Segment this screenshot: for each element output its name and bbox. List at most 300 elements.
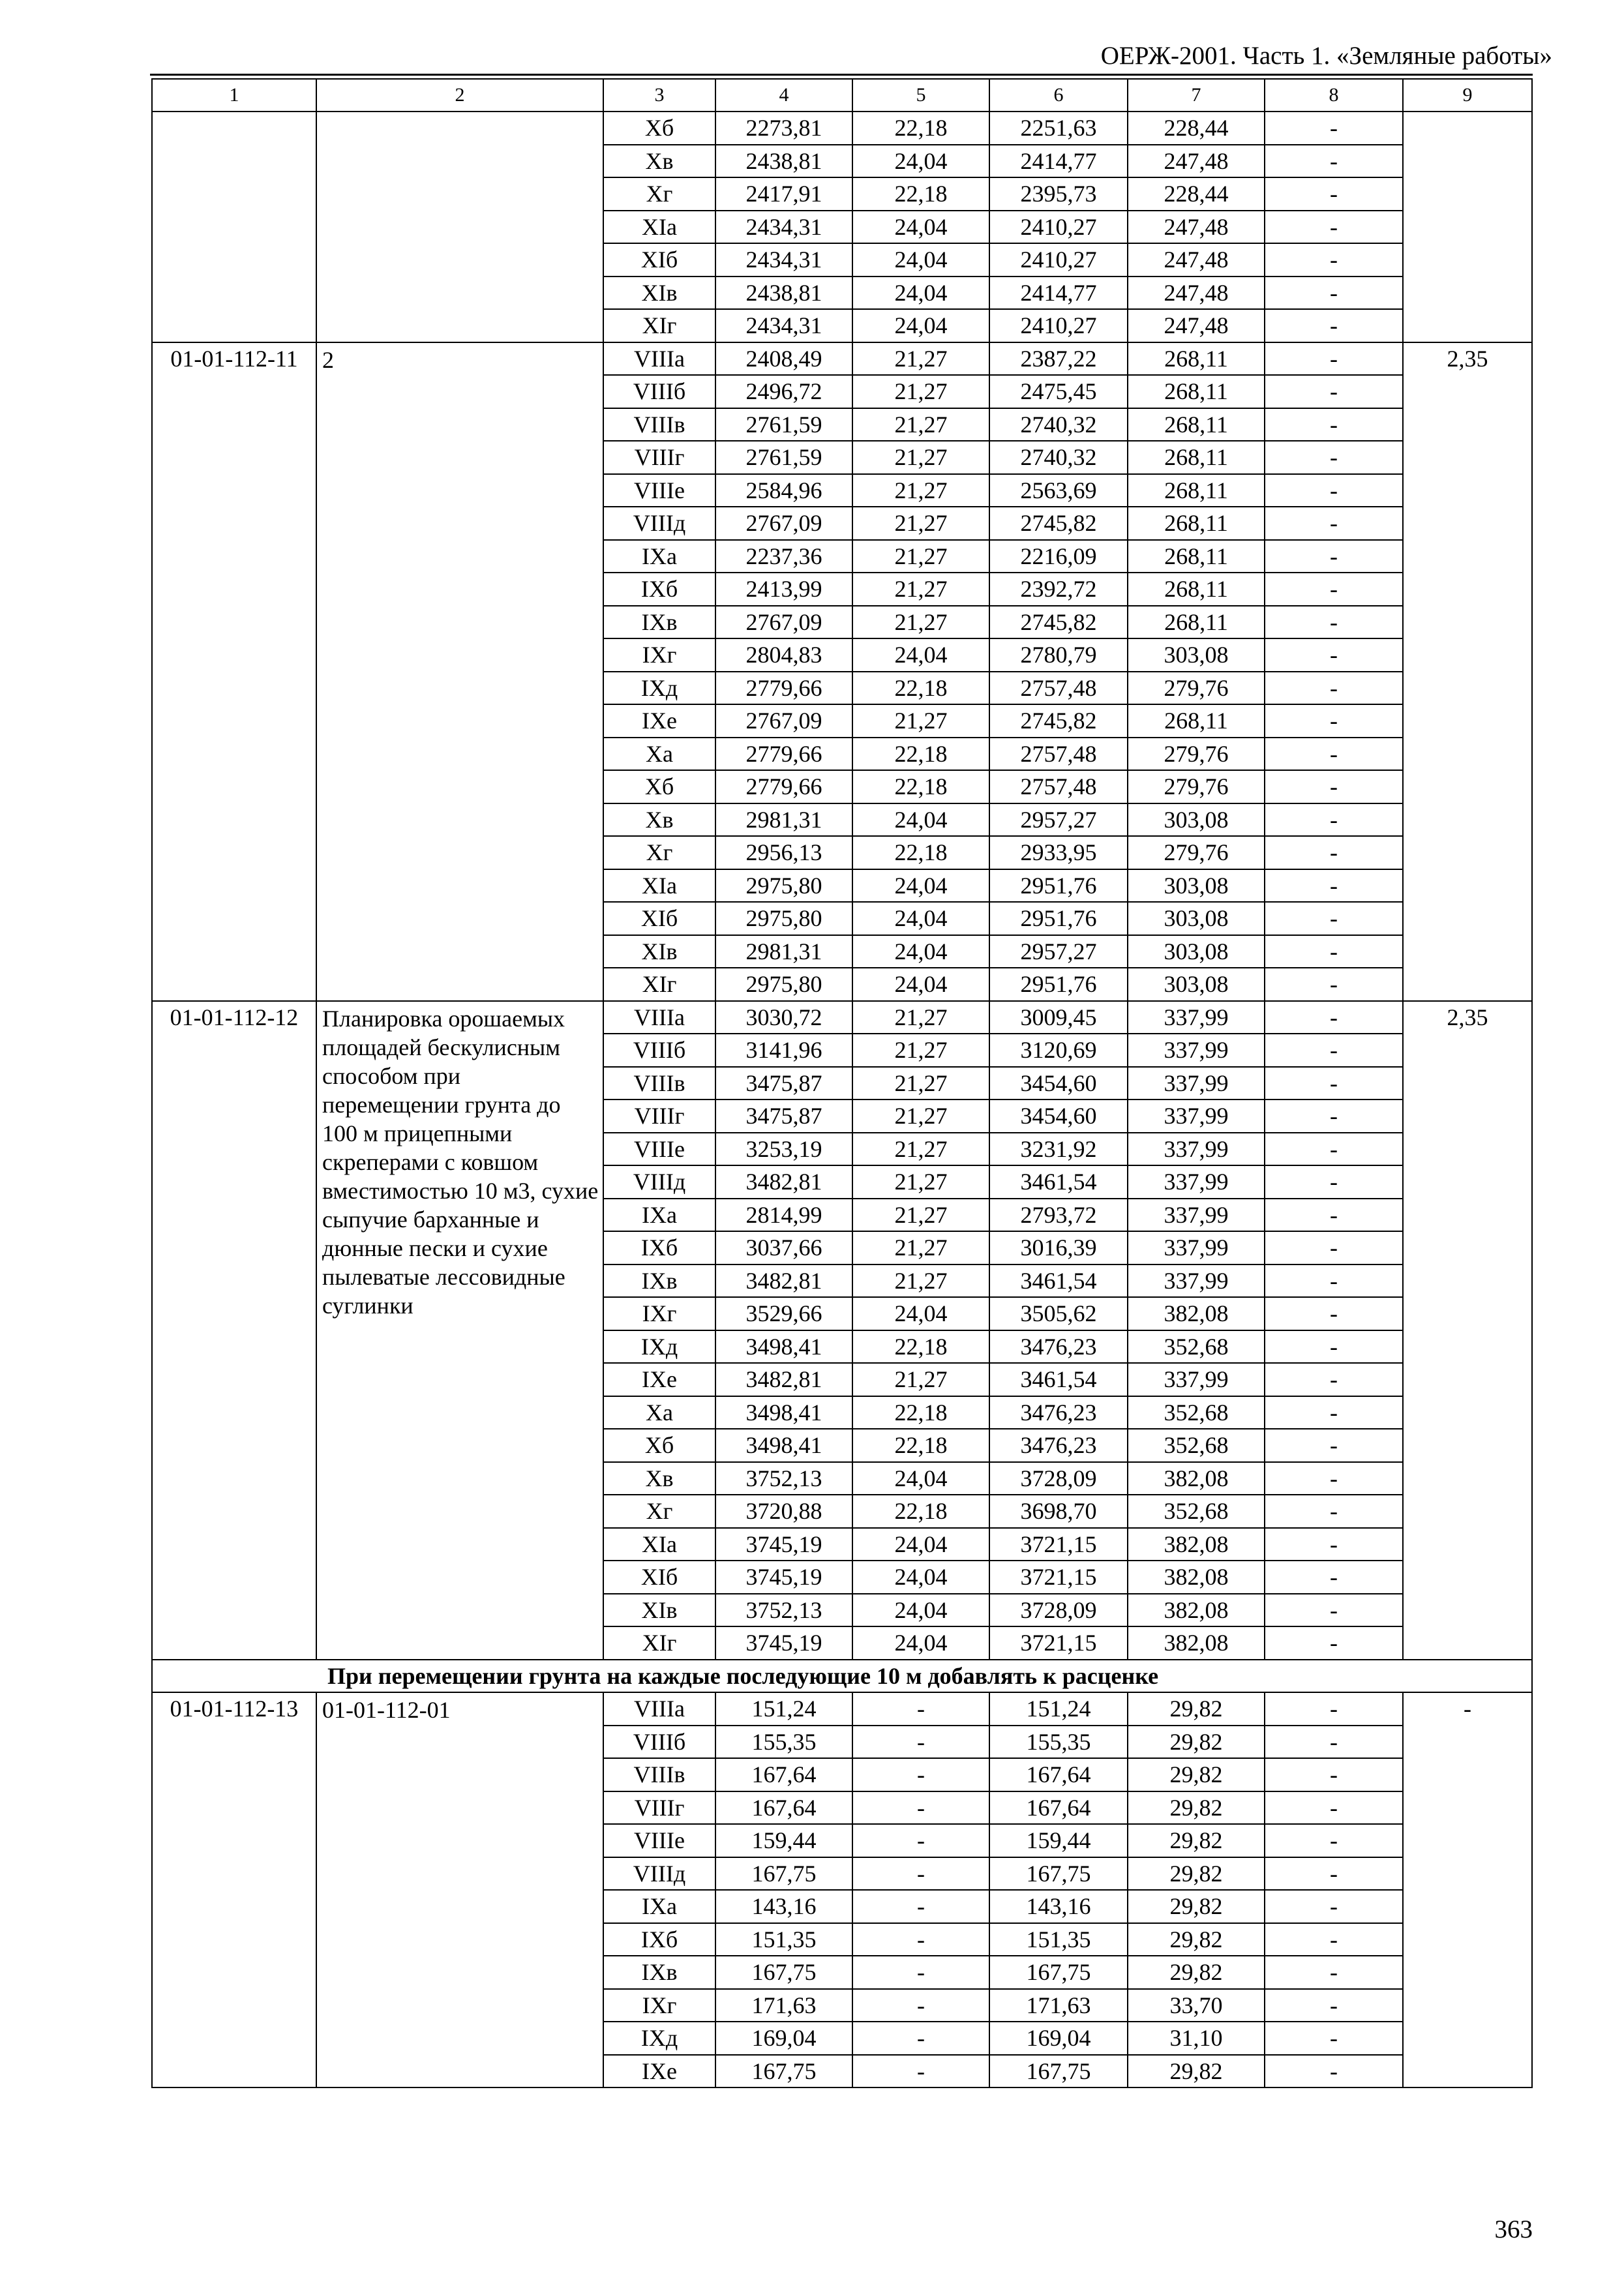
machinist-wages-cell: 337,99 bbox=[1128, 1034, 1265, 1067]
machinist-wages-cell: 247,48 bbox=[1128, 309, 1265, 342]
materials-cell: - bbox=[1265, 1791, 1403, 1825]
machinist-wages-cell: 268,11 bbox=[1128, 375, 1265, 408]
soil-group-cell: VIIIe bbox=[603, 1133, 715, 1166]
soil-group-cell: VIIIв bbox=[603, 408, 715, 441]
soil-group-cell: Xг bbox=[603, 836, 715, 869]
materials-cell: - bbox=[1265, 1165, 1403, 1199]
machinist-wages-cell: 279,76 bbox=[1128, 738, 1265, 771]
machine-cost-cell: 2392,72 bbox=[989, 573, 1128, 606]
materials-cell: - bbox=[1265, 573, 1403, 606]
total-cost-cell: 3482,81 bbox=[715, 1264, 852, 1298]
machine-cost-cell: 3461,54 bbox=[989, 1363, 1128, 1396]
materials-cell: - bbox=[1265, 704, 1403, 738]
soil-group-cell: IXe bbox=[603, 2055, 715, 2088]
soil-group-cell: VIIIг bbox=[603, 1791, 715, 1825]
wages-cell: 22,18 bbox=[852, 112, 989, 145]
wages-cell: 22,18 bbox=[852, 738, 989, 771]
soil-group-cell: VIIIб bbox=[603, 375, 715, 408]
soil-group-cell: XIa bbox=[603, 869, 715, 903]
total-cost-cell: 2975,80 bbox=[715, 869, 852, 903]
wages-cell: 22,18 bbox=[852, 770, 989, 803]
wages-cell: 21,27 bbox=[852, 1165, 989, 1199]
work-description: 01-01-112-01 bbox=[316, 1692, 603, 2087]
materials-cell: - bbox=[1265, 803, 1403, 837]
wages-cell: 21,27 bbox=[852, 1231, 989, 1264]
soil-group-cell: IXг bbox=[603, 1297, 715, 1330]
table-body bbox=[152, 79, 1532, 2087]
materials-cell: - bbox=[1265, 1692, 1403, 1726]
total-cost-cell: 3720,88 bbox=[715, 1495, 852, 1528]
wages-cell: - bbox=[852, 1956, 989, 1989]
wages-cell: 24,04 bbox=[852, 1462, 989, 1495]
wages-cell: 24,04 bbox=[852, 638, 989, 672]
machine-cost-cell: 2414,77 bbox=[989, 277, 1128, 310]
table-row bbox=[152, 1692, 1532, 1726]
soil-group-cell: IXб bbox=[603, 1231, 715, 1264]
wages-cell: 21,27 bbox=[852, 1133, 989, 1166]
total-cost-cell: 2814,99 bbox=[715, 1199, 852, 1232]
total-cost-cell: 151,24 bbox=[715, 1692, 852, 1726]
total-cost-cell: 2434,31 bbox=[715, 309, 852, 342]
wages-cell: 22,18 bbox=[852, 177, 989, 211]
total-cost-cell: 2584,96 bbox=[715, 474, 852, 507]
materials-cell: - bbox=[1265, 1100, 1403, 1133]
machine-cost-cell: 151,35 bbox=[989, 1923, 1128, 1956]
soil-group-cell: VIIIд bbox=[603, 1165, 715, 1199]
materials-cell: - bbox=[1265, 1199, 1403, 1232]
table-row bbox=[152, 1001, 1532, 1034]
machinist-wages-cell: 337,99 bbox=[1128, 1199, 1265, 1232]
machine-cost-cell: 155,35 bbox=[989, 1726, 1128, 1759]
column-number-row bbox=[152, 79, 1532, 112]
total-cost-cell: 167,75 bbox=[715, 1857, 852, 1891]
total-cost-cell: 2767,09 bbox=[715, 507, 852, 540]
materials-cell: - bbox=[1265, 1890, 1403, 1923]
materials-cell: - bbox=[1265, 474, 1403, 507]
total-cost-cell: 151,35 bbox=[715, 1923, 852, 1956]
materials-cell: - bbox=[1265, 1297, 1403, 1330]
total-cost-cell: 3475,87 bbox=[715, 1100, 852, 1133]
wages-cell: 24,04 bbox=[852, 243, 989, 277]
soil-group-cell: XIг bbox=[603, 1626, 715, 1660]
wages-cell: 21,27 bbox=[852, 1264, 989, 1298]
column-number: 9 bbox=[1403, 79, 1532, 112]
machinist-wages-cell: 33,70 bbox=[1128, 1989, 1265, 2022]
soil-group-cell: Xв bbox=[603, 803, 715, 837]
total-cost-cell: 159,44 bbox=[715, 1824, 852, 1857]
materials-cell: - bbox=[1265, 1857, 1403, 1891]
machine-cost-cell: 3721,15 bbox=[989, 1528, 1128, 1561]
machine-cost-cell: 3505,62 bbox=[989, 1297, 1128, 1330]
total-cost-cell: 2438,81 bbox=[715, 277, 852, 310]
machine-cost-cell: 2933,95 bbox=[989, 836, 1128, 869]
wages-cell: 21,27 bbox=[852, 704, 989, 738]
total-cost-cell: 3141,96 bbox=[715, 1034, 852, 1067]
materials-cell: - bbox=[1265, 507, 1403, 540]
wages-cell: 21,27 bbox=[852, 1363, 989, 1396]
coefficient-cell bbox=[1403, 112, 1532, 342]
machine-cost-cell: 2475,45 bbox=[989, 375, 1128, 408]
machine-cost-cell: 3698,70 bbox=[989, 1495, 1128, 1528]
wages-cell: 21,27 bbox=[852, 573, 989, 606]
wages-cell: - bbox=[852, 1758, 989, 1791]
wages-cell: 22,18 bbox=[852, 836, 989, 869]
soil-group-cell: XIб bbox=[603, 243, 715, 277]
soil-group-cell: IXг bbox=[603, 638, 715, 672]
materials-cell: - bbox=[1265, 1594, 1403, 1627]
soil-group-cell: VIIIг bbox=[603, 1100, 715, 1133]
soil-group-cell: Xг bbox=[603, 177, 715, 211]
machine-cost-cell: 169,04 bbox=[989, 2022, 1128, 2055]
machine-cost-cell: 167,75 bbox=[989, 1956, 1128, 1989]
machinist-wages-cell: 352,68 bbox=[1128, 1330, 1265, 1364]
materials-cell: - bbox=[1265, 1626, 1403, 1660]
running-header: ОЕРЖ-2001. Часть 1. «Земляные работы» bbox=[1100, 42, 1552, 70]
materials-cell: - bbox=[1265, 672, 1403, 705]
soil-group-cell: Xa bbox=[603, 1396, 715, 1429]
machine-cost-cell: 3721,15 bbox=[989, 1626, 1128, 1660]
materials-cell: - bbox=[1265, 1462, 1403, 1495]
machinist-wages-cell: 268,11 bbox=[1128, 474, 1265, 507]
column-number: 2 bbox=[316, 79, 603, 112]
column-number: 1 bbox=[152, 79, 316, 112]
machinist-wages-cell: 337,99 bbox=[1128, 1133, 1265, 1166]
materials-cell: - bbox=[1265, 243, 1403, 277]
table-row bbox=[152, 342, 1532, 376]
machine-cost-cell: 167,75 bbox=[989, 1857, 1128, 1891]
soil-group-cell: IXб bbox=[603, 573, 715, 606]
machinist-wages-cell: 29,82 bbox=[1128, 1791, 1265, 1825]
machinist-wages-cell: 29,82 bbox=[1128, 2055, 1265, 2088]
materials-cell: - bbox=[1265, 540, 1403, 573]
materials-cell: - bbox=[1265, 1264, 1403, 1298]
total-cost-cell: 167,75 bbox=[715, 1956, 852, 1989]
wages-cell: - bbox=[852, 1791, 989, 1825]
materials-cell: - bbox=[1265, 1001, 1403, 1034]
wages-cell: 22,18 bbox=[852, 1396, 989, 1429]
soil-group-cell: IXe bbox=[603, 1363, 715, 1396]
machine-cost-cell: 143,16 bbox=[989, 1890, 1128, 1923]
wages-cell: - bbox=[852, 2055, 989, 2088]
total-cost-cell: 2273,81 bbox=[715, 112, 852, 145]
wages-cell: 24,04 bbox=[852, 309, 989, 342]
machine-cost-cell: 2951,76 bbox=[989, 902, 1128, 935]
machinist-wages-cell: 228,44 bbox=[1128, 112, 1265, 145]
wages-cell: 21,27 bbox=[852, 474, 989, 507]
wages-cell: 24,04 bbox=[852, 902, 989, 935]
wages-cell: 22,18 bbox=[852, 1495, 989, 1528]
machinist-wages-cell: 29,82 bbox=[1128, 1692, 1265, 1726]
machine-cost-cell: 3476,23 bbox=[989, 1330, 1128, 1364]
machinist-wages-cell: 29,82 bbox=[1128, 1890, 1265, 1923]
soil-group-cell: IXв bbox=[603, 1264, 715, 1298]
machine-cost-cell: 2757,48 bbox=[989, 738, 1128, 771]
materials-cell: - bbox=[1265, 277, 1403, 310]
machine-cost-cell: 3476,23 bbox=[989, 1396, 1128, 1429]
machinist-wages-cell: 228,44 bbox=[1128, 177, 1265, 211]
machine-cost-cell: 2387,22 bbox=[989, 342, 1128, 376]
machinist-wages-cell: 279,76 bbox=[1128, 770, 1265, 803]
materials-cell: - bbox=[1265, 309, 1403, 342]
materials-cell: - bbox=[1265, 935, 1403, 968]
materials-cell: - bbox=[1265, 1330, 1403, 1364]
materials-cell: - bbox=[1265, 968, 1403, 1001]
soil-group-cell: VIIIa bbox=[603, 1001, 715, 1034]
machine-cost-cell: 2780,79 bbox=[989, 638, 1128, 672]
materials-cell: - bbox=[1265, 869, 1403, 903]
machinist-wages-cell: 303,08 bbox=[1128, 638, 1265, 672]
wages-cell: 24,04 bbox=[852, 968, 989, 1001]
total-cost-cell: 2413,99 bbox=[715, 573, 852, 606]
total-cost-cell: 3498,41 bbox=[715, 1330, 852, 1364]
total-cost-cell: 3498,41 bbox=[715, 1396, 852, 1429]
machinist-wages-cell: 303,08 bbox=[1128, 869, 1265, 903]
materials-cell: - bbox=[1265, 902, 1403, 935]
wages-cell: - bbox=[852, 1692, 989, 1726]
soil-group-cell: Xг bbox=[603, 1495, 715, 1528]
soil-group-cell: VIIIд bbox=[603, 507, 715, 540]
machinist-wages-cell: 268,11 bbox=[1128, 507, 1265, 540]
soil-group-cell: Xб bbox=[603, 770, 715, 803]
section-title: При перемещении грунта на каждые последующие 10 м добавлять к расценке bbox=[152, 1660, 1532, 1693]
machinist-wages-cell: 29,82 bbox=[1128, 1824, 1265, 1857]
total-cost-cell: 3745,19 bbox=[715, 1561, 852, 1594]
work-description bbox=[316, 112, 603, 342]
wages-cell: - bbox=[852, 1824, 989, 1857]
materials-cell: - bbox=[1265, 1363, 1403, 1396]
soil-group-cell: VIIIв bbox=[603, 1758, 715, 1791]
wages-cell: 22,18 bbox=[852, 672, 989, 705]
column-number: 6 bbox=[989, 79, 1128, 112]
materials-cell: - bbox=[1265, 1133, 1403, 1166]
total-cost-cell: 2434,31 bbox=[715, 243, 852, 277]
wages-cell: 24,04 bbox=[852, 1297, 989, 1330]
soil-group-cell: IXa bbox=[603, 540, 715, 573]
rate-code: 01-01-112-13 bbox=[152, 1692, 316, 2087]
materials-cell: - bbox=[1265, 1034, 1403, 1067]
soil-group-cell: IXe bbox=[603, 704, 715, 738]
soil-group-cell: XIг bbox=[603, 968, 715, 1001]
wages-cell: 21,27 bbox=[852, 1001, 989, 1034]
machinist-wages-cell: 337,99 bbox=[1128, 1001, 1265, 1034]
soil-group-cell: IXд bbox=[603, 2022, 715, 2055]
machinist-wages-cell: 337,99 bbox=[1128, 1165, 1265, 1199]
wages-cell: 21,27 bbox=[852, 342, 989, 376]
machinist-wages-cell: 29,82 bbox=[1128, 1857, 1265, 1891]
machine-cost-cell: 2414,77 bbox=[989, 145, 1128, 178]
machine-cost-cell: 2745,82 bbox=[989, 507, 1128, 540]
total-cost-cell: 3752,13 bbox=[715, 1594, 852, 1627]
total-cost-cell: 3253,19 bbox=[715, 1133, 852, 1166]
total-cost-cell: 2804,83 bbox=[715, 638, 852, 672]
machine-cost-cell: 3009,45 bbox=[989, 1001, 1128, 1034]
materials-cell: - bbox=[1265, 1726, 1403, 1759]
wages-cell: - bbox=[852, 1890, 989, 1923]
materials-cell: - bbox=[1265, 1989, 1403, 2022]
materials-cell: - bbox=[1265, 342, 1403, 376]
machinist-wages-cell: 303,08 bbox=[1128, 968, 1265, 1001]
soil-group-cell: XIб bbox=[603, 902, 715, 935]
machine-cost-cell: 3016,39 bbox=[989, 1231, 1128, 1264]
total-cost-cell: 167,64 bbox=[715, 1791, 852, 1825]
machinist-wages-cell: 337,99 bbox=[1128, 1100, 1265, 1133]
wages-cell: 21,27 bbox=[852, 441, 989, 474]
work-description: Планировка орошаемых площадей бескулисным способом при перемещении грунта до 100 м прицепными скреперами с ковшом вместимостью 10 м3, сухие сыпучие барханные и дюнные пески и сухие пылеватые лессовидные суглинки bbox=[316, 1001, 603, 1660]
machinist-wages-cell: 268,11 bbox=[1128, 441, 1265, 474]
soil-group-cell: VIIIe bbox=[603, 1824, 715, 1857]
materials-cell: - bbox=[1265, 606, 1403, 639]
total-cost-cell: 2779,66 bbox=[715, 770, 852, 803]
total-cost-cell: 155,35 bbox=[715, 1726, 852, 1759]
soil-group-cell: VIIIб bbox=[603, 1034, 715, 1067]
soil-group-cell: VIIIв bbox=[603, 1067, 715, 1100]
materials-cell: - bbox=[1265, 1824, 1403, 1857]
machinist-wages-cell: 29,82 bbox=[1128, 1758, 1265, 1791]
materials-cell: - bbox=[1265, 638, 1403, 672]
total-cost-cell: 2237,36 bbox=[715, 540, 852, 573]
machinist-wages-cell: 303,08 bbox=[1128, 935, 1265, 968]
machine-cost-cell: 3231,92 bbox=[989, 1133, 1128, 1166]
soil-group-cell: XIв bbox=[603, 1594, 715, 1627]
machinist-wages-cell: 303,08 bbox=[1128, 902, 1265, 935]
materials-cell: - bbox=[1265, 1067, 1403, 1100]
machinist-wages-cell: 31,10 bbox=[1128, 2022, 1265, 2055]
materials-cell: - bbox=[1265, 1758, 1403, 1791]
work-description: 2 bbox=[316, 342, 603, 1001]
column-number: 5 bbox=[852, 79, 989, 112]
machine-cost-cell: 3454,60 bbox=[989, 1067, 1128, 1100]
section-header-row bbox=[152, 1660, 1532, 1693]
wages-cell: 24,04 bbox=[852, 803, 989, 837]
total-cost-cell: 167,75 bbox=[715, 2055, 852, 2088]
total-cost-cell: 2975,80 bbox=[715, 902, 852, 935]
total-cost-cell: 3030,72 bbox=[715, 1001, 852, 1034]
machine-cost-cell: 167,64 bbox=[989, 1791, 1128, 1825]
soil-group-cell: Xб bbox=[603, 1429, 715, 1462]
coefficient-cell: 2,35 bbox=[1403, 342, 1532, 1001]
wages-cell: 24,04 bbox=[852, 1528, 989, 1561]
wages-cell: 21,27 bbox=[852, 1199, 989, 1232]
soil-group-cell: VIIIд bbox=[603, 1857, 715, 1891]
machinist-wages-cell: 352,68 bbox=[1128, 1495, 1265, 1528]
machinist-wages-cell: 352,68 bbox=[1128, 1396, 1265, 1429]
machine-cost-cell: 167,75 bbox=[989, 2055, 1128, 2088]
machine-cost-cell: 2745,82 bbox=[989, 704, 1128, 738]
materials-cell: - bbox=[1265, 2055, 1403, 2088]
machine-cost-cell: 2410,27 bbox=[989, 211, 1128, 244]
materials-cell: - bbox=[1265, 375, 1403, 408]
soil-group-cell: VIIIб bbox=[603, 1726, 715, 1759]
soil-group-cell: VIIIa bbox=[603, 1692, 715, 1726]
machinist-wages-cell: 268,11 bbox=[1128, 342, 1265, 376]
total-cost-cell: 169,04 bbox=[715, 2022, 852, 2055]
total-cost-cell: 2767,09 bbox=[715, 704, 852, 738]
column-number: 3 bbox=[603, 79, 715, 112]
total-cost-cell: 171,63 bbox=[715, 1989, 852, 2022]
total-cost-cell: 2496,72 bbox=[715, 375, 852, 408]
soil-group-cell: IXг bbox=[603, 1989, 715, 2022]
machinist-wages-cell: 382,08 bbox=[1128, 1462, 1265, 1495]
wages-cell: 22,18 bbox=[852, 1330, 989, 1364]
rate-code bbox=[152, 112, 316, 342]
materials-cell: - bbox=[1265, 1528, 1403, 1561]
wages-cell: 24,04 bbox=[852, 1626, 989, 1660]
wages-cell: 21,27 bbox=[852, 408, 989, 441]
machine-cost-cell: 2740,32 bbox=[989, 441, 1128, 474]
machinist-wages-cell: 279,76 bbox=[1128, 836, 1265, 869]
machinist-wages-cell: 337,99 bbox=[1128, 1231, 1265, 1264]
wages-cell: 24,04 bbox=[852, 1594, 989, 1627]
materials-cell: - bbox=[1265, 211, 1403, 244]
wages-cell: 24,04 bbox=[852, 935, 989, 968]
wages-cell: 24,04 bbox=[852, 211, 989, 244]
soil-group-cell: IXв bbox=[603, 606, 715, 639]
wages-cell: 24,04 bbox=[852, 869, 989, 903]
table-row bbox=[152, 112, 1532, 145]
wages-cell: 24,04 bbox=[852, 145, 989, 178]
soil-group-cell: Xв bbox=[603, 145, 715, 178]
machinist-wages-cell: 29,82 bbox=[1128, 1956, 1265, 1989]
total-cost-cell: 2417,91 bbox=[715, 177, 852, 211]
machinist-wages-cell: 352,68 bbox=[1128, 1429, 1265, 1462]
materials-cell: - bbox=[1265, 2022, 1403, 2055]
machine-cost-cell: 2951,76 bbox=[989, 869, 1128, 903]
materials-cell: - bbox=[1265, 836, 1403, 869]
materials-cell: - bbox=[1265, 145, 1403, 178]
materials-cell: - bbox=[1265, 770, 1403, 803]
machinist-wages-cell: 382,08 bbox=[1128, 1528, 1265, 1561]
machinist-wages-cell: 247,48 bbox=[1128, 145, 1265, 178]
column-number: 7 bbox=[1128, 79, 1265, 112]
total-cost-cell: 3475,87 bbox=[715, 1067, 852, 1100]
machine-cost-cell: 2563,69 bbox=[989, 474, 1128, 507]
soil-group-cell: IXб bbox=[603, 1923, 715, 1956]
machinist-wages-cell: 268,11 bbox=[1128, 408, 1265, 441]
total-cost-cell: 2408,49 bbox=[715, 342, 852, 376]
total-cost-cell: 3037,66 bbox=[715, 1231, 852, 1264]
wages-cell: 21,27 bbox=[852, 540, 989, 573]
wages-cell: 24,04 bbox=[852, 1561, 989, 1594]
total-cost-cell: 3529,66 bbox=[715, 1297, 852, 1330]
machine-cost-cell: 171,63 bbox=[989, 1989, 1128, 2022]
soil-group-cell: IXд bbox=[603, 672, 715, 705]
soil-group-cell: VIIIa bbox=[603, 342, 715, 376]
machinist-wages-cell: 279,76 bbox=[1128, 672, 1265, 705]
soil-group-cell: XIг bbox=[603, 309, 715, 342]
machine-cost-cell: 3721,15 bbox=[989, 1561, 1128, 1594]
wages-cell: 21,27 bbox=[852, 1100, 989, 1133]
machine-cost-cell: 159,44 bbox=[989, 1824, 1128, 1857]
machine-cost-cell: 167,64 bbox=[989, 1758, 1128, 1791]
machine-cost-cell: 151,24 bbox=[989, 1692, 1128, 1726]
materials-cell: - bbox=[1265, 738, 1403, 771]
machine-cost-cell: 3476,23 bbox=[989, 1429, 1128, 1462]
machinist-wages-cell: 382,08 bbox=[1128, 1594, 1265, 1627]
total-cost-cell: 2956,13 bbox=[715, 836, 852, 869]
materials-cell: - bbox=[1265, 1396, 1403, 1429]
materials-cell: - bbox=[1265, 112, 1403, 145]
machinist-wages-cell: 29,82 bbox=[1128, 1923, 1265, 1956]
machinist-wages-cell: 303,08 bbox=[1128, 803, 1265, 837]
rates-table bbox=[151, 78, 1533, 2088]
materials-cell: - bbox=[1265, 177, 1403, 211]
materials-cell: - bbox=[1265, 441, 1403, 474]
column-number: 4 bbox=[715, 79, 852, 112]
coefficient-cell: 2,35 bbox=[1403, 1001, 1532, 1660]
machine-cost-cell: 3461,54 bbox=[989, 1165, 1128, 1199]
machine-cost-cell: 3120,69 bbox=[989, 1034, 1128, 1067]
soil-group-cell: IXд bbox=[603, 1330, 715, 1364]
